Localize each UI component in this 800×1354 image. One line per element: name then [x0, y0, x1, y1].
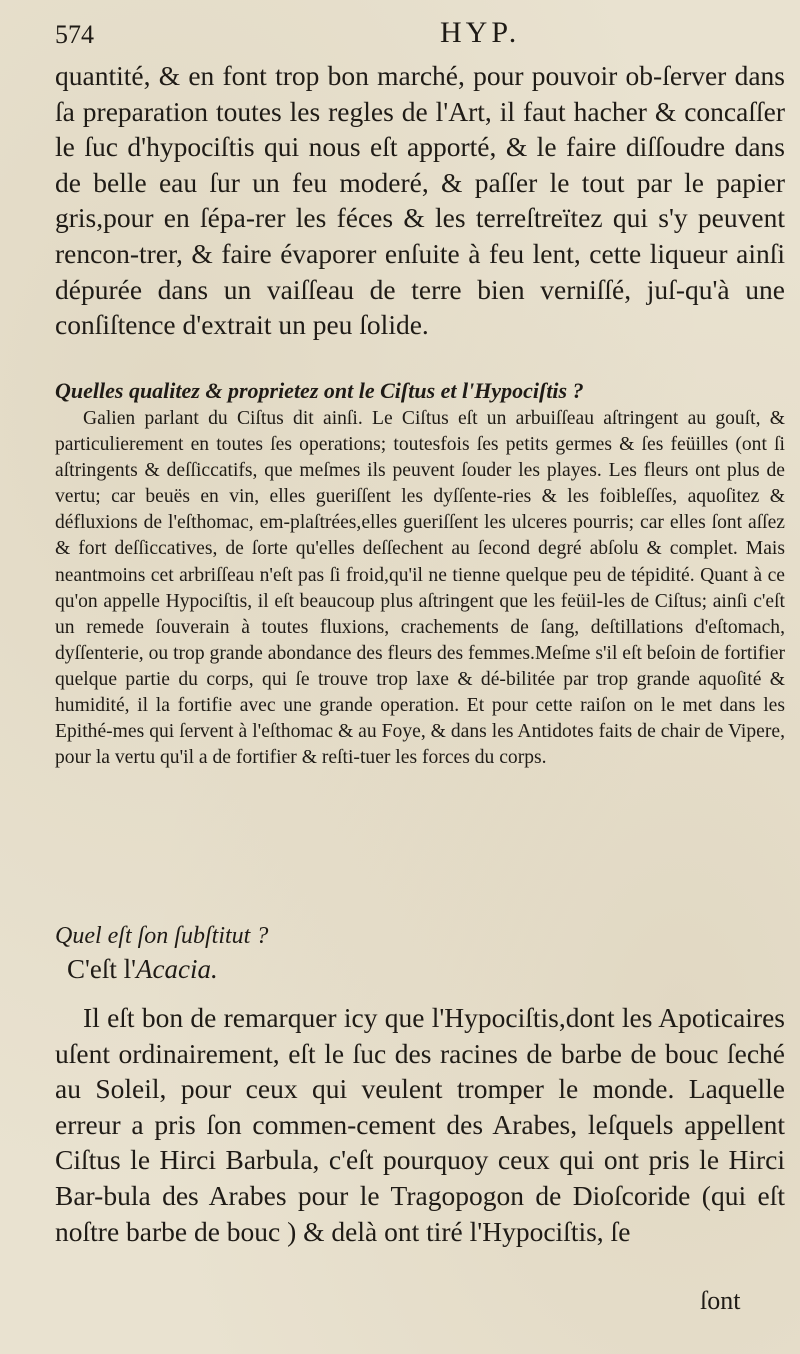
- opening-paragraph: quantité, & en font trop bon marché, pour pouvoir ob-ſerver dans ſa preparation toutes les regles de l'Art, il faut hacher & concaſſer le ſuc d'hypociſtis qui nous eſt apporté, & le faire diſſoudre dans de belle eau ſur un feu moderé, & paſſer le tout par le papier gris,pour en ſépa-rer les féces & les terreſtreïtez qui s'y peuvent rencon-trer, & faire évaporer enſuite à feu lent, cette liqueur ainſi dépurée dans un vaiſſeau de terre bien verniſſé, juſ-qu'à une conſiſtence d'extrait un peu ſolide.: [55, 60, 785, 341]
- catchword: ſont: [700, 1286, 741, 1315]
- qualities-section: [55, 376, 785, 771]
- substitute-section: [55, 920, 785, 986]
- substitute-answer-term: Acacia.: [135, 954, 218, 984]
- page-number: 574: [55, 20, 94, 49]
- page-header: [55, 12, 755, 52]
- substitute-answer-prefix: C'eſt l': [67, 954, 136, 984]
- qualities-question: Quelles qualitez & proprietez ont le Ciſtus et l'Hypociſtis ?: [55, 378, 584, 403]
- remark-paragraph: Il eſt bon de remarquer icy que l'Hypociſtis,dont les Apoticaires uſent ordinairement, eſt le ſuc des racines de barbe de bouc ſeché au Soleil, pour ceux qui veulent tromper le monde. Laquelle erreur a pris ſon commen-cement des Arabes, leſquels appellent Ciſtus le Hirci Barbula, c'eſt pourquoy ceux qui ont pris le Hirci Bar-bula des Arabes pour le Tragopogon de Dioſcoride (qui eſt noſtre barbe de bouc ) & delà ont tiré l'Hypociſtis, ſe: [55, 1002, 785, 1247]
- qualities-answer: Galien parlant du Ciſtus dit ainſi. Le Ciſtus eſt un arbuiſſeau aſtringent au gouſt, & particulierement en toutes ſes operations; toutesfois ſes petits germes & ſes feüilles (ont ſi aſtringents & deſſiccatifs, que meſmes ils peuvent ſouder les playes. Les fleurs ont plus de vertu; car beuës en vin, elles gueriſſent les dyſſente-ries & les foibleſſes, aquoſitez & défluxions de l'eſthomac, em-plaſtrées,elles gueriſſent les ulceres pourris; car elles ſont aſſez & fort deſſiccatives, de ſorte qu'elles deſſechent au ſecond degré abſolu & complet. Mais neantmoins cet arbriſſeau n'eſt pas ſi froid,qu'il ne tienne quelque peu de tépidité. Quant à ce qu'on appelle Hypociſtis, il eſt beaucoup plus aſtringent que les feüil-les de Ciſtus; ainſi c'eſt un remede ſouverain à toutes fluxions, crachements de ſang, deſtillations d'eſtomach, dyſſenterie, ou trop grande abondance des fleurs des femmes.Meſme s'il eſt beſoin de fortifier quelque partie du corps, qui ſe trouve trop laxe & dé-bilitée par trop grande aquoſité & humidité, il la fortifie avec une grande operation. Et pour cette raiſon on le met dans les Epithé-mes qui ſervent à l'eſthomac & au Foye, & dans les Antidotes faits de chair de Vipere, pour la vertu qu'il a de fortifier & reſti-tuer les forces du corps.: [55, 408, 785, 769]
- opening-paragraph-block: [55, 58, 785, 343]
- remark-paragraph-block: [55, 1000, 785, 1249]
- substitute-question: Quel eſt ſon ſubſtitut ?: [55, 923, 269, 949]
- running-head: HYP.: [440, 16, 521, 49]
- substitute-answer: [67, 952, 785, 986]
